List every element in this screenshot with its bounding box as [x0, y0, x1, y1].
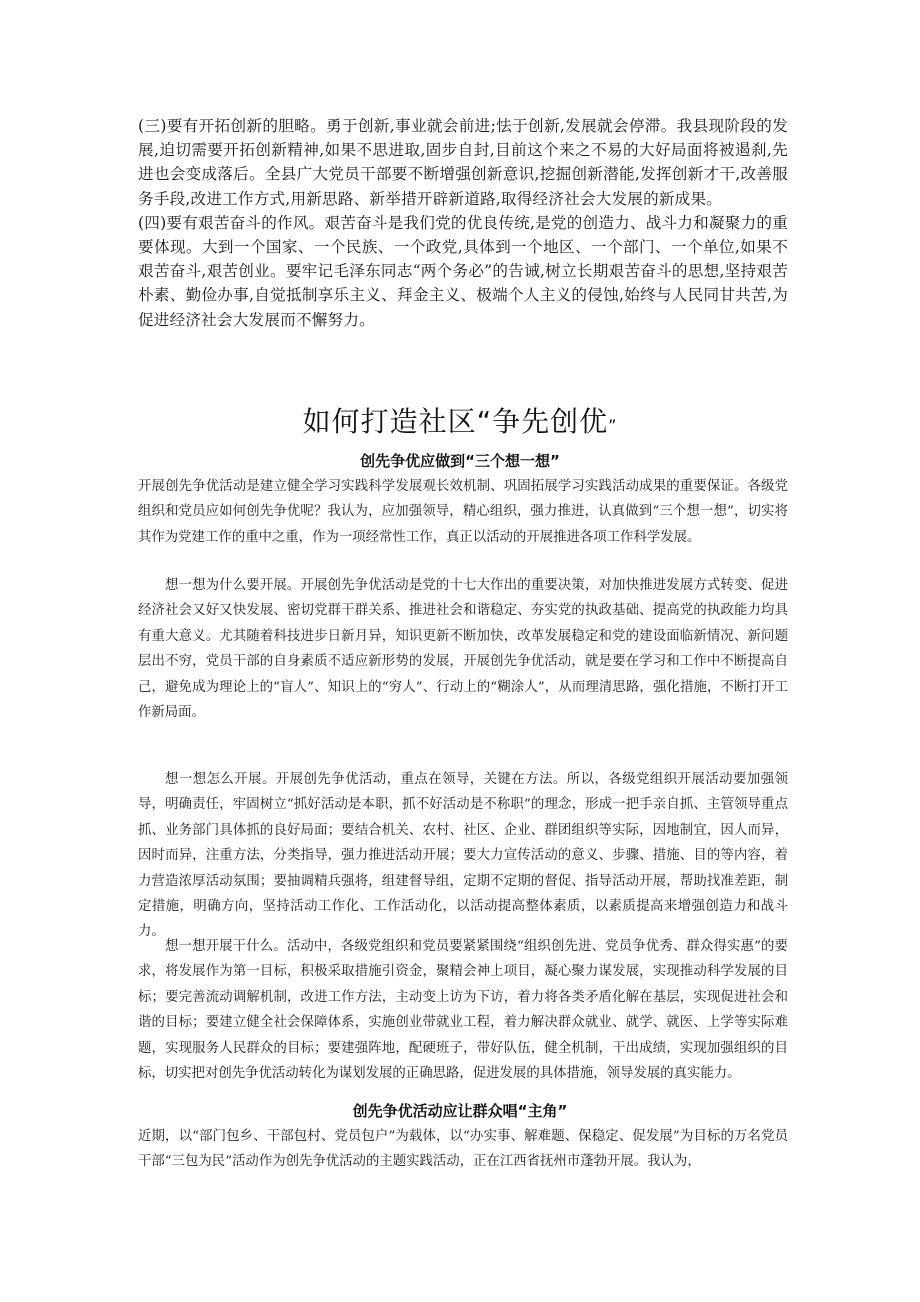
page-title [0, 402, 920, 446]
section1-para3-block [138, 934, 788, 1086]
section1-para2: 想一想怎么开展。开展创先争优活动，重点在领导，关键在方法。所以，各级党组织开展活动要加强领导，明确责任，牢固树立“抓好活动是本职，抓不好活动是不称职”的理念，形成一把手亲自抓、主管领导重点抓、业务部门具体抓的良好局面；要结合机关、农村、社区、企业、群团组织等实际，因地制宜，因人而异，因时而异，注重方法，分类指导，强力推进活动开展；要大力宣传活动的意义、步骤、措施、目的等内容，着力营造浓厚活动氛围；要抽调精兵强将，组建督导组，定期不定期的督促、指导活动开展，帮助找准差距，制定措施，明确方向，坚持活动工作化、工作活动化，以活动提高整体素质，以素质提高来增强创造力和战斗力。 [138, 772, 788, 940]
section1-intro: 开展创先争优活动是建立健全学习实践科学发展观长效机制、巩固拓展学习实践活动成果的重要保证。各级党组织和党员应如何创先争优呢？我认为，应加强领导，精心组织，强力推进，认真做到“三个想一想”，切实将其作为党建工作的重中之重，作为一项经常性工作，真正以活动的开展推进各项工作科学发展。 [138, 479, 788, 545]
section2-intro-block [138, 1124, 788, 1175]
section1-para1: 想一想为什么要开展。开展创先争优活动是党的十七大作出的重要决策，对加快推进发展方式转变、促进经济社会又好又快发展、密切党群干群关系、推进社会和谐稳定、夯实党的执政基础、提高党的执政能力均具有重大意义。尤其随着科技进步日新月异，知识更新不断加快，改革发展稳定和党的建设面临新情况、新问题层出不穷，党员干部的自身素质不适应新形势的发展，开展创先争优活动，就是要在学习和工作中不断提高自己，避免成为理论上的“盲人”、知识上的“穷人”、行动上的“糊涂人”，从而理清思路，强化措施，不断打开工作新局面。 [138, 578, 788, 721]
section1-heading: 创先争优应做到“三个想一想” [360, 452, 560, 470]
section1-para1-block [138, 573, 788, 725]
section2-heading: 创先争优活动应让群众唱“主角” [352, 1102, 568, 1120]
page-title-close-quote: ” [608, 416, 618, 435]
section1-para2-block [138, 767, 788, 945]
section1-para3: 想一想开展干什么。活动中，各级党组织和党员要紧紧围绕“组织创先进、党员争优秀、群众得实惠”的要求，将发展作为第一目标，积极采取措施引资金，聚精会神上项目，凝心聚力谋发展，实现推动科学发展的目标；要完善流动调解机制，改进工作方法，主动变上访为下访，着力将各类矛盾化解在基层，实现促进社会和谐的目标；要建立健全社会保障体系，实施创业带就业工程，着力解决群众就业、就学、就医、上学等实际难题，实现服务人民群众的目标；要建强阵地，配硬班子，带好队伍，健全机制，干出成绩，实现加强组织的目标，切实把对创先争优活动转化为谋划发展的正确思路，促进发展的具体措施，领导发展的真实能力。 [138, 939, 788, 1082]
page-title-text: 如何打造社区“争先创优 [302, 405, 609, 438]
section1-intro-block [138, 474, 788, 550]
paragraph-innovation: (三)要有开拓创新的胆略。勇于创新,事业就会前进;怯于创新,发展就会停滞。我县现阶段的发展,迫切需要开拓创新精神,如果不思进取,固步自封,目前这个来之不易的大好局面将被遏刹,先进也会变成落后。全县广大党员干部要不断增强创新意识,挖掘创新潜能,发挥创新才干,改善服务手段,改进工作方式,用新思路、新举措开辟新道路,取得经济社会大发展的新成果。 [138, 117, 788, 208]
paragraph-hard-work: (四)要有艰苦奋斗的作风。艰苦奋斗是我们党的优良传统,是党的创造力、战斗力和凝聚力的重要体现。大到一个国家、一个民族、一个政党,具体到一个地区、一个部门、一个单位,如果不艰苦奋斗,艰苦创业。要牢记毛泽东同志“两个务必”的告诫,树立长期艰苦奋斗的思想,坚持艰苦朴素、勤俭办事,自觉抵制享乐主义、拜金主义、极端个人主义的侵蚀,始终与人民同甘共苦,为促进经济社会大发展而不懈努力。 [138, 213, 788, 329]
top-text-block [138, 114, 788, 332]
section2-intro: 近期，以“部门包乡、干部包村、党员包户”为载体，以“办实事、解难题、保稳定、促发展”为目标的万名党员干部“三包为民”活动作为创先争优活动的主题实践活动，正在江西省抚州市蓬勃开展。我认为， [138, 1129, 788, 1170]
